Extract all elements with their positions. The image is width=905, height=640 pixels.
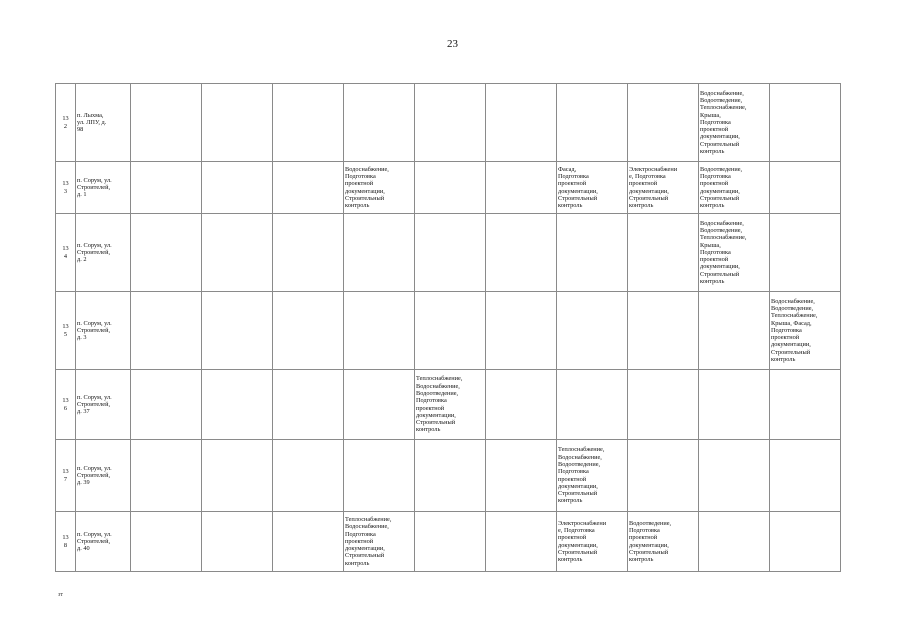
- empty-cell: [770, 440, 841, 512]
- address-cell: п. Сорум, ул. Строителей, д. 40: [76, 512, 131, 572]
- empty-cell: [557, 214, 628, 292]
- row-number-cell: 13 7: [56, 440, 76, 512]
- empty-cell: [486, 214, 557, 292]
- row-number-cell: 13 2: [56, 84, 76, 162]
- work-types-cell: Теплоснабжение, Водоснабжение, Водоотведение, Подготовка проектной документации, Строительный контроль: [557, 440, 628, 512]
- table-row: [56, 512, 841, 572]
- work-types-cell: Водоснабжение, Водоотведение, Теплоснабжение, Крыша, Подготовка проектной документации, Строительный контроль: [699, 214, 770, 292]
- empty-cell: [628, 84, 699, 162]
- empty-cell: [557, 84, 628, 162]
- empty-cell: [415, 84, 486, 162]
- empty-cell: [202, 162, 273, 214]
- row-number-cell: 13 4: [56, 214, 76, 292]
- empty-cell: [699, 292, 770, 370]
- empty-cell: [699, 512, 770, 572]
- empty-cell: [202, 440, 273, 512]
- empty-cell: [557, 370, 628, 440]
- empty-cell: [628, 370, 699, 440]
- empty-cell: [202, 292, 273, 370]
- empty-cell: [486, 440, 557, 512]
- empty-cell: [344, 370, 415, 440]
- empty-cell: [628, 214, 699, 292]
- empty-cell: [770, 84, 841, 162]
- empty-cell: [131, 214, 202, 292]
- empty-cell: [273, 370, 344, 440]
- work-types-cell: Водоснабжение, Водоотведение, Теплоснабжение, Крыша, Фасад, Подготовка проектной документации, Строительный контроль: [770, 292, 841, 370]
- empty-cell: [202, 214, 273, 292]
- table-row: [56, 162, 841, 214]
- empty-cell: [486, 84, 557, 162]
- empty-cell: [415, 440, 486, 512]
- table-row: [56, 292, 841, 370]
- work-types-cell: Водоотведение, Подготовка проектной документации, Строительный контроль: [699, 162, 770, 214]
- empty-cell: [131, 84, 202, 162]
- footer-mark: зт: [58, 592, 63, 598]
- empty-cell: [344, 440, 415, 512]
- work-types-cell: Электроснабжени е, Подготовка проектной документации, Строительный контроль: [628, 162, 699, 214]
- address-cell: п. Сорум, ул. Строителей, д. 3: [76, 292, 131, 370]
- work-types-cell: Водоотведение, Подготовка проектной документации, Строительный контроль: [628, 512, 699, 572]
- address-cell: п. Сорум, ул. Строителей, д. 2: [76, 214, 131, 292]
- empty-cell: [699, 440, 770, 512]
- page-number: 23: [447, 38, 458, 50]
- work-types-cell: Электроснабжени е, Подготовка проектной документации, Строительный контроль: [557, 512, 628, 572]
- work-types-cell: Теплоснабжение, Водоснабжение, Водоотведение, Подготовка проектной документации, Строительный контроль: [415, 370, 486, 440]
- empty-cell: [273, 84, 344, 162]
- work-types-cell: Теплоснабжение, Водоснабжение, Подготовка проектной документации, Строительный контроль: [344, 512, 415, 572]
- row-number-cell: 13 8: [56, 512, 76, 572]
- row-number-cell: 13 6: [56, 370, 76, 440]
- empty-cell: [202, 370, 273, 440]
- table-row: [56, 370, 841, 440]
- empty-cell: [770, 214, 841, 292]
- empty-cell: [273, 292, 344, 370]
- empty-cell: [131, 370, 202, 440]
- work-types-cell: Водоснабжение, Водоотведение, Теплоснабжение, Крыша, Подготовка проектной документации, Строительный контроль: [699, 84, 770, 162]
- row-number-cell: 13 5: [56, 292, 76, 370]
- empty-cell: [131, 440, 202, 512]
- table-row: [56, 214, 841, 292]
- empty-cell: [344, 84, 415, 162]
- empty-cell: [415, 292, 486, 370]
- empty-cell: [273, 162, 344, 214]
- empty-cell: [699, 370, 770, 440]
- empty-cell: [273, 214, 344, 292]
- table-row: [56, 440, 841, 512]
- empty-cell: [770, 512, 841, 572]
- address-cell: п. Сорум, ул. Строителей, д. 39: [76, 440, 131, 512]
- work-types-cell: Фасад, Подготовка проектной документации, Строительный контроль: [557, 162, 628, 214]
- empty-cell: [770, 370, 841, 440]
- empty-cell: [131, 162, 202, 214]
- empty-cell: [557, 292, 628, 370]
- empty-cell: [415, 512, 486, 572]
- empty-cell: [415, 162, 486, 214]
- empty-cell: [273, 440, 344, 512]
- table-row: [56, 84, 841, 162]
- empty-cell: [131, 512, 202, 572]
- row-number-cell: 13 3: [56, 162, 76, 214]
- empty-cell: [628, 440, 699, 512]
- repair-schedule-table: [55, 83, 841, 572]
- empty-cell: [486, 162, 557, 214]
- empty-cell: [486, 292, 557, 370]
- address-cell: п. Сорум, ул. Строителей, д. 37: [76, 370, 131, 440]
- empty-cell: [273, 512, 344, 572]
- empty-cell: [486, 370, 557, 440]
- empty-cell: [344, 214, 415, 292]
- empty-cell: [131, 292, 202, 370]
- empty-cell: [486, 512, 557, 572]
- address-cell: п. Сорум, ул. Строителей, д. 1: [76, 162, 131, 214]
- empty-cell: [770, 162, 841, 214]
- empty-cell: [202, 84, 273, 162]
- empty-cell: [344, 292, 415, 370]
- work-types-cell: Водоснабжение, Подготовка проектной документации, Строительный контроль: [344, 162, 415, 214]
- empty-cell: [415, 214, 486, 292]
- empty-cell: [202, 512, 273, 572]
- address-cell: п. Лыхма, ул. ЛПУ, д. 98: [76, 84, 131, 162]
- empty-cell: [628, 292, 699, 370]
